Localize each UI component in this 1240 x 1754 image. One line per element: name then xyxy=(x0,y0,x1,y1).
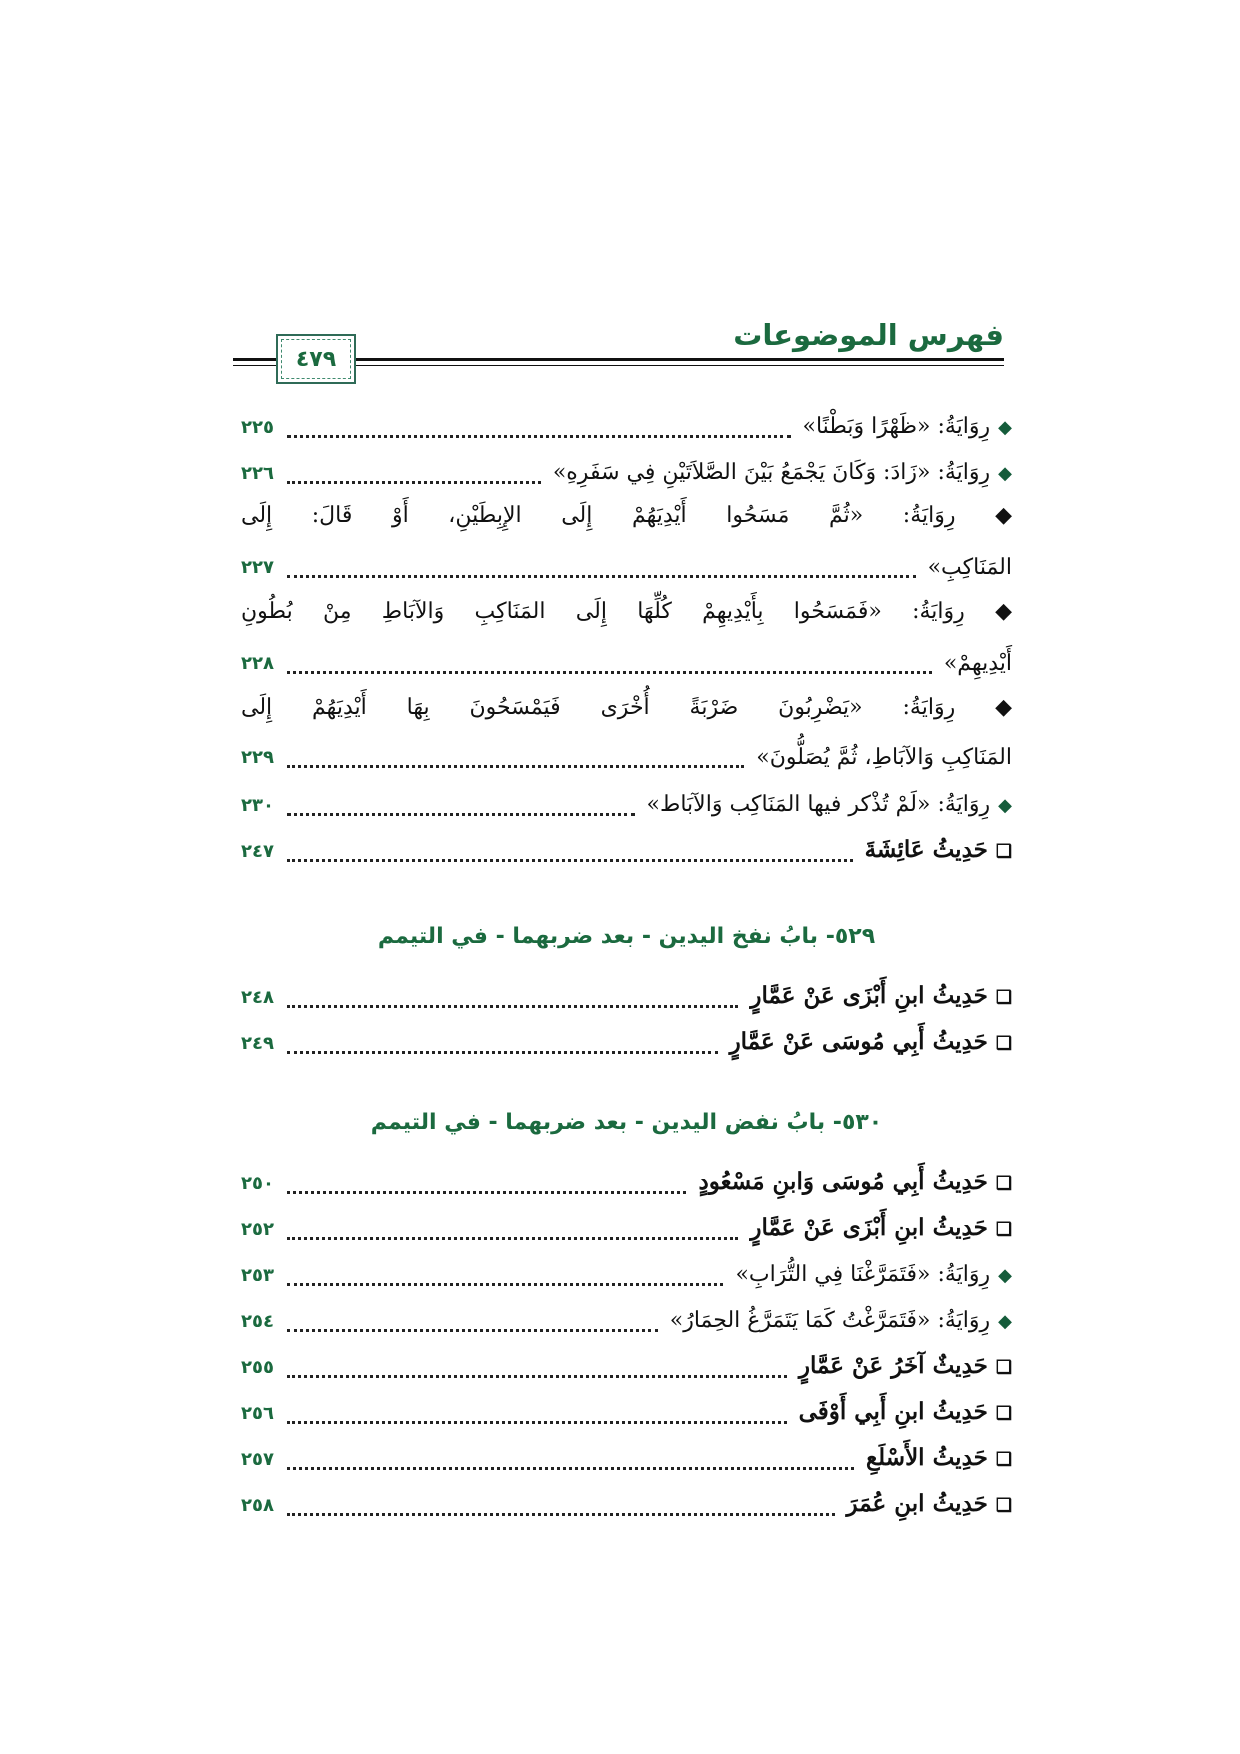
toc-entry-line1: ◆ رِوَايَةُ: «يَضْرِبُونَ ضَرْبَةً أُخْرَى فَيَمْسَحُونَ بِهَا أَيْدِيَهُمْ إِلَى xyxy=(241,695,1012,720)
toc-entry-label: حَدِيثٌ آخَرُ عَنْ عَمَّارٍ xyxy=(798,1352,988,1379)
toc-entry-text xyxy=(662,1301,1012,1342)
dot-leader xyxy=(287,1513,835,1516)
page-number: ٤٧٩ xyxy=(295,346,337,372)
toc-entry-text xyxy=(742,976,1012,1018)
toc-entry-line1: ◆ رِوَايَةُ: «ثُمَّ مَسَحُوا أَيْدِيَهُمْ إِلَى الإِبِطَيْنِ، أَوْ قَالَ: إِلَى xyxy=(241,503,1012,528)
dot-leader xyxy=(287,1375,787,1378)
square-bullet-icon: ❑ xyxy=(995,841,1012,862)
toc-entry-label: رِوَايَةُ: «زَادَ: وَكَانَ يَجْمَعُ بَيْنَ الصَّلاَتَيْنِ فِي سَفَرِهِ» xyxy=(552,460,991,485)
toc-entry-text xyxy=(857,830,1012,872)
toc-entry-line1: ◆ رِوَايَةُ: «فَمَسَحُوا بِأَيْدِيهِمْ كُلِّهَا إِلَى المَنَاكِبِ وَالآبَاطِ مِنْ بُطُونِ xyxy=(241,599,1012,624)
toc-entry-text xyxy=(722,1022,1012,1064)
toc-entry-label: حَدِيثُ الأَسْلَعِ xyxy=(865,1444,988,1471)
diamond-bullet-icon: ◆ xyxy=(998,417,1012,438)
toc-page-number: ٢٥٥ xyxy=(241,1357,274,1378)
toc-entry[interactable] xyxy=(241,1020,1012,1064)
toc-entry-label: رِوَايَةُ: «فَتَمَرَّغْنَا فِي التُّرَابِ» xyxy=(735,1262,991,1287)
toc-entry-label: المَنَاكِبِ» xyxy=(927,555,1012,580)
toc-entry-text xyxy=(742,1208,1012,1250)
toc-entry[interactable] xyxy=(241,734,1012,778)
dot-leader xyxy=(287,1329,658,1332)
toc-page-number: ٢٢٦ xyxy=(241,463,274,484)
square-bullet-icon: ❑ xyxy=(995,1173,1012,1194)
page-header xyxy=(0,0,1240,400)
toc-entry-text xyxy=(839,1484,1012,1526)
toc-page-number: ٢٥٢ xyxy=(241,1219,274,1240)
toc-entry-label: حَدِيثُ ابنِ أَبْزَى عَنْ عَمَّارٍ xyxy=(750,982,988,1009)
toc-entry-label: أَيْدِيهِمْ» xyxy=(943,651,1012,676)
dot-leader xyxy=(287,1191,686,1194)
toc-entry[interactable] xyxy=(241,544,1012,588)
dot-leader xyxy=(287,435,791,438)
toc-page-number: ٢٤٨ xyxy=(241,987,274,1008)
toc-page-number: ٢٣٠ xyxy=(241,795,274,816)
toc-entry-text xyxy=(858,1438,1012,1480)
toc-entry-label: حَدِيثُ أَبِي مُوسَى وَابنِ مَسْعُودٍ xyxy=(698,1168,988,1195)
square-bullet-icon: ❑ xyxy=(995,1357,1012,1378)
toc-entry[interactable] xyxy=(241,1206,1012,1250)
dot-leader xyxy=(287,1237,738,1240)
toc-entry[interactable] xyxy=(241,1160,1012,1204)
toc-entry[interactable] xyxy=(241,640,1012,684)
diamond-bullet-icon: ◆ xyxy=(998,1311,1012,1332)
dot-leader xyxy=(287,1467,854,1470)
toc-page-number: ٢٥٨ xyxy=(241,1495,274,1516)
toc-page-number: ٢٥٦ xyxy=(241,1403,274,1424)
square-bullet-icon: ❑ xyxy=(995,1219,1012,1240)
toc-page-number: ٢٢٨ xyxy=(241,653,274,674)
section-heading: ٥٢٩- بابُ نفخ اليدين - بعد ضربهما - في التيمم xyxy=(377,924,876,949)
toc-page-number: ٢٥٠ xyxy=(241,1173,274,1194)
dot-leader xyxy=(287,1421,787,1424)
toc-entry[interactable] xyxy=(241,404,1012,448)
toc-entry[interactable] xyxy=(241,450,1012,494)
toc-entry[interactable] xyxy=(241,782,1012,826)
square-bullet-icon: ❑ xyxy=(995,1033,1012,1054)
toc-entry-label: رِوَايَةُ: «فَتَمَرَّغْتُ كَمَا يَتَمَرَّغُ الحِمَارُ» xyxy=(669,1308,991,1333)
diamond-bullet-icon: ◆ xyxy=(998,463,1012,484)
toc-entry[interactable] xyxy=(241,828,1012,872)
toc-entry[interactable] xyxy=(241,1436,1012,1480)
toc-page-number: ٢٢٩ xyxy=(241,747,274,768)
toc-entry-label: المَنَاكِبِ وَالآبَاطِ، ثُمَّ يُصَلُّونَ» xyxy=(756,745,1012,770)
toc-entry-text xyxy=(545,453,1012,494)
diamond-bullet-icon: ◆ xyxy=(998,795,1012,816)
toc-entry-text xyxy=(795,407,1012,448)
page-number-frame xyxy=(276,334,356,384)
toc-page-number: ٢٢٥ xyxy=(241,417,274,438)
toc-entry-text xyxy=(639,785,1012,826)
dot-leader xyxy=(287,481,541,484)
dot-leader xyxy=(287,1051,718,1054)
toc-page-number: ٢٤٩ xyxy=(241,1033,274,1054)
square-bullet-icon: ❑ xyxy=(995,1403,1012,1424)
dot-leader xyxy=(287,765,744,768)
dot-leader xyxy=(287,859,853,862)
toc-page-number: ٢٢٧ xyxy=(241,557,274,578)
toc-entry-text xyxy=(791,1392,1012,1434)
toc-entry-label: حَدِيثُ ابنِ أَبْزَى عَنْ عَمَّارٍ xyxy=(750,1214,988,1241)
toc-entry[interactable] xyxy=(241,974,1012,1018)
diamond-bullet-icon: ◆ xyxy=(998,1265,1012,1286)
square-bullet-icon: ❑ xyxy=(995,1495,1012,1516)
section-heading: ٥٣٠- بابُ نفض اليدين - بعد ضربهما - في التيمم xyxy=(370,1110,883,1135)
running-title: فهرس الموضوعات xyxy=(733,318,1004,352)
toc-entry-text xyxy=(690,1162,1012,1204)
toc-entry[interactable] xyxy=(241,1252,1012,1296)
toc-entry[interactable] xyxy=(241,1344,1012,1388)
square-bullet-icon: ❑ xyxy=(995,987,1012,1008)
toc-entry[interactable] xyxy=(241,1390,1012,1434)
toc-entry-label: رِوَايَةُ: «ظَهْرًا وَبَطْنًا» xyxy=(802,414,991,439)
square-bullet-icon: ❑ xyxy=(995,1449,1012,1470)
toc-entry-label: حَدِيثُ عَائِشَةَ xyxy=(864,836,988,863)
toc-entry[interactable] xyxy=(241,1482,1012,1526)
toc-entry[interactable] xyxy=(241,1298,1012,1342)
dot-leader xyxy=(287,1283,723,1286)
toc-entry-text xyxy=(727,1255,1012,1296)
toc-entry-label: حَدِيثُ ابنِ عُمَرَ xyxy=(846,1490,988,1517)
dot-leader xyxy=(287,813,635,816)
toc-page-number: ٢٤٧ xyxy=(241,841,274,862)
toc-entry-text xyxy=(791,1346,1012,1388)
dot-leader xyxy=(287,575,916,578)
dot-leader xyxy=(287,1005,738,1008)
toc-page-number: ٢٥٤ xyxy=(241,1311,274,1332)
toc-entry-label: حَدِيثُ أَبِي مُوسَى عَنْ عَمَّارٍ xyxy=(729,1028,988,1055)
toc-page-number: ٢٥٣ xyxy=(241,1265,274,1286)
toc-entry-label: رِوَايَةُ: «لَمْ تُذْكر فيها المَنَاكِب وَالآبَاط» xyxy=(646,792,991,817)
toc-page-number: ٢٥٧ xyxy=(241,1449,274,1470)
dot-leader xyxy=(287,671,932,674)
toc-entry-label: حَدِيثُ ابنِ أَبِي أَوْفَى xyxy=(798,1398,988,1425)
